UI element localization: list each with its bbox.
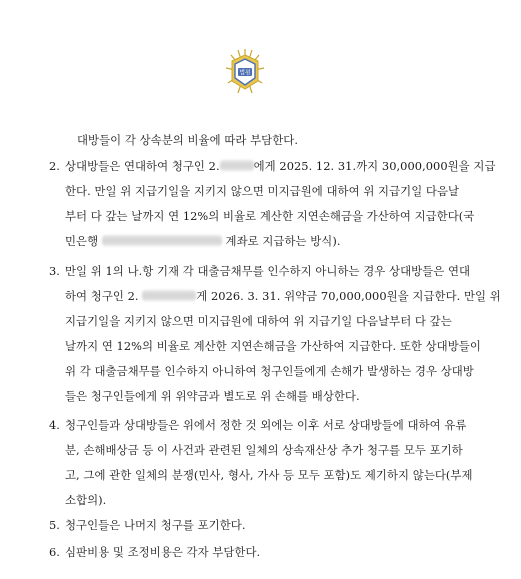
paragraph-line: 대방들이 각 상속분의 비율에 따라 부담한다. <box>77 133 298 147</box>
paragraph-line: 위 각 대출금채무를 인수하지 아니하여 청구인들에게 손해가 발생하는 경우 상대방 <box>65 364 474 378</box>
paragraph-line: 청구인들은 나머지 청구를 포기한다. <box>65 518 246 532</box>
paragraph-line: 소합의). <box>65 493 107 507</box>
paragraph-line: 청구인들과 상대방들은 위에서 정한 것 외에는 이후 서로 상대방들에 대하여 유류 <box>65 418 467 432</box>
item-number: 2. <box>49 159 60 173</box>
redacted-name <box>220 160 254 171</box>
paragraph-line: 날까지 연 12%의 비율로 계산한 지연손해금을 가산하여 지급한다. 또한 상대방들이 <box>65 339 481 353</box>
item-number: 5. <box>49 518 60 532</box>
paragraph-line: 심판비용 및 조정비용은 각자 부담한다. <box>65 545 261 559</box>
redacted-name <box>142 290 196 301</box>
item-number: 3. <box>49 264 60 278</box>
item-number: 6. <box>49 545 60 559</box>
court-emblem-icon <box>224 46 266 98</box>
paragraph-line: 지급기일을 지키지 않으면 미지급원에 대하여 위 지급기일 다음날부터 다 갚는 <box>65 314 452 328</box>
paragraph-line: 하여 청구인 2. 게 2026. 3. 31. 위약금 70,000,000원을 지급한다. 만일 위 <box>65 289 501 303</box>
paragraph-line: 들은 청구인들에게 위 위약금과 별도로 위 손해를 배상한다. <box>65 389 360 403</box>
redacted-account <box>102 235 222 246</box>
paragraph-line: 분, 손해배상금 등 이 사건과 관련된 일체의 상속재산상 추가 청구를 모두 포기하 <box>65 443 463 457</box>
paragraph-line: 만일 위 1의 나.항 기재 각 대출금채무를 인수하지 아니하는 경우 상대방들은 연대 <box>65 264 471 278</box>
paragraph-line: 한다. 만일 위 지급기일을 지키지 않으면 미지급원에 대하여 위 지급기일 다음날 <box>65 184 460 198</box>
emblem-label: 법원 <box>239 69 251 77</box>
paragraph-line: 부터 다 갚는 날까지 연 12%의 비율로 계산한 지연손해금을 가산하여 지급한다(국 <box>65 209 475 223</box>
paragraph-line: 고, 그에 관한 일체의 분쟁(민사, 형사, 가사 등 모두 포함)도 제기하지 않는다(부제 <box>65 468 473 482</box>
paragraph-line: 상대방들은 연대하여 청구인 2. 에게 2025. 12. 31.까지 30,000,000원을 지급 <box>65 159 496 173</box>
item-number: 4. <box>49 418 60 432</box>
paragraph-line: 민은행 계좌로 지급하는 방식). <box>65 234 341 248</box>
